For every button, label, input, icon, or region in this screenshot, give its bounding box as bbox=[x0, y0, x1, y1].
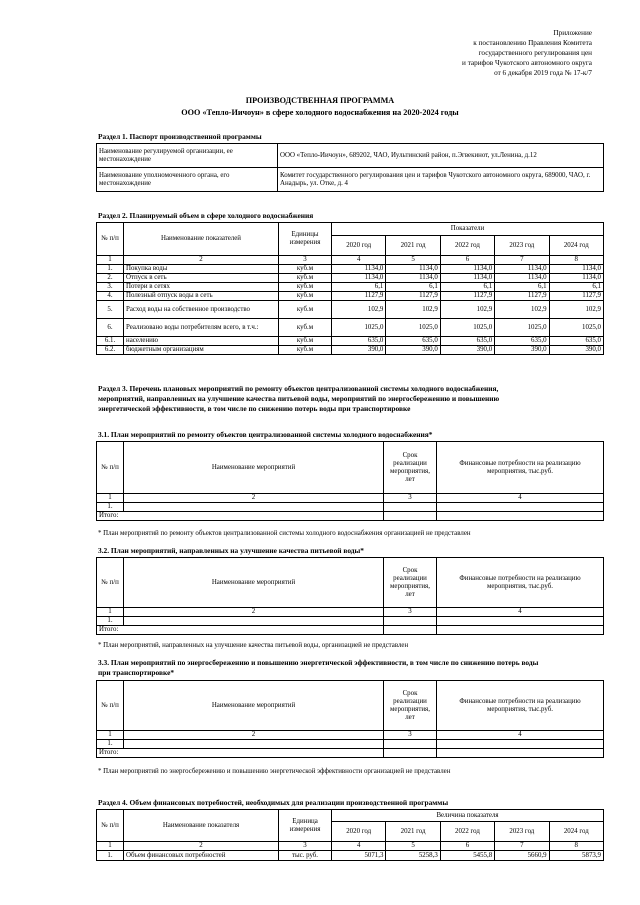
index-cell: 7 bbox=[495, 842, 549, 851]
table-row bbox=[97, 617, 604, 626]
table-row bbox=[97, 144, 604, 168]
index-cell: 1 bbox=[97, 608, 124, 617]
cell-value: 5455,8 bbox=[440, 851, 494, 861]
cell-value: 6,1 bbox=[549, 283, 603, 292]
row-unit: куб.м bbox=[279, 274, 332, 283]
table-row bbox=[97, 292, 604, 301]
index-cell: 6 bbox=[440, 256, 494, 265]
cell-value: 390,0 bbox=[495, 346, 549, 355]
plan33-heading-line: 3.3. План мероприятий по энергосбережению и повышению энергетической эффективности, в том числе по снижению потерь воды bbox=[98, 658, 539, 667]
section3-heading-line: мероприятий, направленных на улучшение качества питьевой воды, мероприятий по энергосбережению и повышению bbox=[98, 394, 500, 403]
cell-value: 1134,0 bbox=[440, 274, 494, 283]
col-header: № п/п bbox=[97, 442, 124, 494]
index-cell: 2 bbox=[124, 608, 384, 617]
row-num: 1. bbox=[97, 740, 124, 749]
col-header: Наименование показателя bbox=[124, 810, 279, 842]
passport-value: ООО «Тепло-Иичоун», 689202, ЧАО, Иультинский район, п.Эгвекинот, ул.Ленина, д.12 bbox=[278, 144, 604, 168]
cell-value: 1127,9 bbox=[332, 292, 386, 301]
table-row bbox=[97, 301, 604, 319]
appendix-line: государственного регулирования цен bbox=[478, 49, 592, 57]
cell-value: 102,9 bbox=[332, 301, 386, 319]
col-header: № п/п bbox=[97, 558, 124, 608]
row-name: Потери в сетях bbox=[124, 283, 279, 292]
cell-value: 6,1 bbox=[386, 283, 440, 292]
col-header: Финансовые потребности на реализацию мероприятия, тыс.руб. bbox=[437, 442, 604, 494]
row-num: 6. bbox=[97, 319, 124, 337]
row-unit: тыс. руб. bbox=[279, 851, 332, 861]
row-unit: куб.м bbox=[279, 292, 332, 301]
col-header: Финансовые потребности на реализацию мероприятия, тыс.руб. bbox=[437, 681, 604, 731]
table-header-row bbox=[97, 442, 604, 494]
col-group-header: Показатели bbox=[332, 223, 604, 236]
cell-value: 5660,9 bbox=[495, 851, 549, 861]
col-header: Единицы измерения bbox=[279, 223, 332, 256]
table-row bbox=[97, 851, 604, 861]
col-header: Наименование показателей bbox=[124, 223, 279, 256]
index-cell: 4 bbox=[332, 842, 386, 851]
cell-value: 1025,0 bbox=[386, 319, 440, 337]
empty-cell bbox=[384, 626, 437, 635]
appendix-line: от 6 декабря 2019 года № 17-к/7 bbox=[494, 69, 592, 77]
index-row bbox=[97, 731, 604, 740]
empty-cell bbox=[384, 512, 437, 521]
table-header-row bbox=[97, 810, 604, 822]
table-row bbox=[97, 319, 604, 337]
cell-value: 102,9 bbox=[549, 301, 603, 319]
section3-heading-line: Раздел 3. Перечень плановых мероприятий по ремонту объектов централизованной системы холодного водоснабжения, bbox=[98, 384, 499, 393]
row-name: Объем финансовых потребностей bbox=[124, 851, 279, 861]
empty-cell bbox=[437, 740, 604, 749]
col-header: Срок реализации мероприятия, лет bbox=[384, 681, 437, 731]
empty-cell bbox=[437, 749, 604, 758]
cell-value: 635,0 bbox=[332, 337, 386, 346]
empty-cell bbox=[384, 740, 437, 749]
table-header-row bbox=[97, 223, 604, 236]
col-header: Срок реализации мероприятия, лет bbox=[384, 442, 437, 494]
cell-value: 1025,0 bbox=[549, 319, 603, 337]
row-num: 6.1. bbox=[97, 337, 124, 346]
index-cell: 4 bbox=[332, 256, 386, 265]
plan32-table bbox=[96, 557, 604, 635]
cell-value: 5873,9 bbox=[549, 851, 603, 861]
index-cell: 1 bbox=[97, 256, 124, 265]
cell-value: 5071,3 bbox=[332, 851, 386, 861]
year-header: 2022 год bbox=[440, 236, 494, 256]
cell-value: 1025,0 bbox=[495, 319, 549, 337]
cell-value: 1127,9 bbox=[495, 292, 549, 301]
passport-table bbox=[96, 143, 604, 192]
passport-label: Наименование уполномоченного органа, его местонахождение bbox=[97, 168, 278, 192]
row-name: Покупка воды bbox=[124, 265, 279, 274]
index-row bbox=[97, 608, 604, 617]
row-num: 1. bbox=[97, 503, 124, 512]
index-cell: 4 bbox=[437, 731, 604, 740]
section4-heading: Раздел 4. Объем финансовых потребностей, необходимых для реализации производственной программы bbox=[98, 798, 449, 807]
cell-value: 1025,0 bbox=[440, 319, 494, 337]
appendix-block bbox=[392, 28, 592, 78]
row-num: 1. bbox=[97, 265, 124, 274]
index-cell: 2 bbox=[124, 731, 384, 740]
empty-cell bbox=[124, 617, 384, 626]
cell-value: 1134,0 bbox=[332, 274, 386, 283]
col-header: Срок реализации мероприятия, лет bbox=[384, 558, 437, 608]
total-label: Итого: bbox=[97, 749, 384, 758]
row-unit: куб.м bbox=[279, 319, 332, 337]
cell-value: 5258,3 bbox=[386, 851, 440, 861]
index-cell: 7 bbox=[495, 256, 549, 265]
plan31-heading: 3.1. План мероприятий по ремонту объектов централизованной системы холодного водоснабжения* bbox=[98, 430, 433, 439]
index-cell: 2 bbox=[124, 494, 384, 503]
cell-value: 6,1 bbox=[332, 283, 386, 292]
cell-value: 1134,0 bbox=[386, 274, 440, 283]
row-name: Расход воды на собственное производство bbox=[124, 301, 279, 319]
index-row bbox=[97, 842, 604, 851]
appendix-line: к постановлению Правления Комитета bbox=[473, 39, 592, 47]
table-header-row bbox=[97, 558, 604, 608]
col-header: № п/п bbox=[97, 223, 124, 256]
index-cell: 3 bbox=[384, 731, 437, 740]
plan33-heading-line: при транспортировке* bbox=[98, 668, 175, 677]
table-row bbox=[97, 346, 604, 355]
row-unit: куб.м bbox=[279, 346, 332, 355]
row-num: 1. bbox=[97, 851, 124, 861]
row-unit: куб.м bbox=[279, 337, 332, 346]
total-label: Итого: bbox=[97, 512, 384, 521]
passport-value: Комитет государственного регулирования цен и тарифов Чукотского автономного округа, 689000, ЧАО, г. Анадырь, ул. Отке, д. 4 bbox=[278, 168, 604, 192]
index-cell: 3 bbox=[384, 608, 437, 617]
empty-cell bbox=[384, 617, 437, 626]
index-cell: 3 bbox=[384, 494, 437, 503]
cell-value: 390,0 bbox=[386, 346, 440, 355]
row-num: 6.2. bbox=[97, 346, 124, 355]
cell-value: 102,9 bbox=[386, 301, 440, 319]
table-row bbox=[97, 168, 604, 192]
row-num: 4. bbox=[97, 292, 124, 301]
index-cell: 6 bbox=[440, 842, 494, 851]
cell-value: 635,0 bbox=[495, 337, 549, 346]
index-row bbox=[97, 256, 604, 265]
table-header-row bbox=[97, 681, 604, 731]
row-unit: куб.м bbox=[279, 283, 332, 292]
empty-cell bbox=[437, 626, 604, 635]
index-cell: 2 bbox=[124, 256, 279, 265]
row-name: бюджетным организациям bbox=[124, 346, 279, 355]
row-num: 1. bbox=[97, 617, 124, 626]
cell-value: 1134,0 bbox=[549, 265, 603, 274]
cell-value: 1134,0 bbox=[440, 265, 494, 274]
row-num: 3. bbox=[97, 283, 124, 292]
year-header: 2024 год bbox=[549, 236, 603, 256]
passport-label: Наименование регулируемой организации, ее местонахождение bbox=[97, 144, 278, 168]
index-cell: 4 bbox=[437, 608, 604, 617]
plan33-heading bbox=[98, 658, 603, 678]
table-row bbox=[97, 265, 604, 274]
cell-value: 390,0 bbox=[440, 346, 494, 355]
page-title: ПРОИЗВОДСТВЕННАЯ ПРОГРАММА bbox=[245, 96, 395, 105]
table-row bbox=[97, 283, 604, 292]
col-header: Финансовые потребности на реализацию мероприятия, тыс.руб. bbox=[437, 558, 604, 608]
col-group-header: Величина показателя bbox=[332, 810, 604, 822]
table-row bbox=[97, 274, 604, 283]
plan33-table bbox=[96, 680, 604, 758]
row-num: 2. bbox=[97, 274, 124, 283]
plan31-table bbox=[96, 441, 604, 521]
appendix-line: и тарифов Чукотского автономного округа bbox=[462, 59, 592, 67]
plan31-note: * План мероприятий по ремонту объектов централизованной системы холодного водоснабжения организацией не представлен bbox=[98, 530, 471, 537]
cell-value: 635,0 bbox=[549, 337, 603, 346]
index-row bbox=[97, 494, 604, 503]
index-cell: 8 bbox=[549, 842, 603, 851]
row-num: 5. bbox=[97, 301, 124, 319]
finance-table bbox=[96, 809, 604, 861]
year-header: 2020 год bbox=[332, 822, 386, 842]
section1-heading: Раздел 1. Паспорт производственной программы bbox=[98, 132, 262, 141]
row-name: Полезный отпуск воды в сеть bbox=[124, 292, 279, 301]
row-unit: куб.м bbox=[279, 301, 332, 319]
index-cell: 1 bbox=[97, 731, 124, 740]
section3-heading bbox=[98, 384, 603, 414]
section3-heading-line: энергетической эффективности, в том числе по снижению потерь воды при транспортировке bbox=[98, 404, 411, 413]
year-header: 2022 год bbox=[440, 822, 494, 842]
index-cell: 3 bbox=[279, 842, 332, 851]
index-cell: 1 bbox=[97, 842, 124, 851]
cell-value: 1127,9 bbox=[440, 292, 494, 301]
empty-cell bbox=[437, 512, 604, 521]
year-header: 2021 год bbox=[386, 236, 440, 256]
empty-cell bbox=[384, 503, 437, 512]
col-header: Наименование мероприятий bbox=[124, 681, 384, 731]
table-row bbox=[97, 503, 604, 512]
cell-value: 1134,0 bbox=[549, 274, 603, 283]
cell-value: 390,0 bbox=[549, 346, 603, 355]
index-cell: 4 bbox=[437, 494, 604, 503]
empty-cell bbox=[124, 740, 384, 749]
row-unit: куб.м bbox=[279, 265, 332, 274]
index-cell: 5 bbox=[386, 256, 440, 265]
index-cell: 8 bbox=[549, 256, 603, 265]
appendix-line: Приложение bbox=[553, 29, 592, 37]
col-header: № п/п bbox=[97, 810, 124, 842]
col-header: Наименование мероприятий bbox=[124, 442, 384, 494]
cell-value: 102,9 bbox=[495, 301, 549, 319]
cell-value: 1134,0 bbox=[495, 265, 549, 274]
year-header: 2023 год bbox=[495, 822, 549, 842]
year-header: 2023 год bbox=[495, 236, 549, 256]
cell-value: 1134,0 bbox=[332, 265, 386, 274]
col-header: Наименование мероприятий bbox=[124, 558, 384, 608]
year-header: 2021 год bbox=[386, 822, 440, 842]
year-header: 2024 год bbox=[549, 822, 603, 842]
year-header: 2020 год bbox=[332, 236, 386, 256]
cell-value: 1127,9 bbox=[386, 292, 440, 301]
index-cell: 2 bbox=[124, 842, 279, 851]
cell-value: 1134,0 bbox=[386, 265, 440, 274]
index-cell: 5 bbox=[386, 842, 440, 851]
table-row bbox=[97, 337, 604, 346]
cell-value: 390,0 bbox=[332, 346, 386, 355]
row-name: Реализовано воды потребителям всего, в т.ч.: bbox=[124, 319, 279, 337]
page-subtitle: ООО «Тепло-Иичоун» в сфере холодного водоснабжения на 2020-2024 годы bbox=[181, 108, 459, 117]
total-row bbox=[97, 749, 604, 758]
cell-value: 6,1 bbox=[440, 283, 494, 292]
col-header: № п/п bbox=[97, 681, 124, 731]
index-cell: 3 bbox=[279, 256, 332, 265]
plan32-heading: 3.2. План мероприятий, направленных на улучшение качества питьевой воды* bbox=[98, 546, 365, 555]
volume-table bbox=[96, 222, 604, 355]
plan33-note: * План мероприятий по энергосбережению и повышению энергетической эффективности организацией не представлен bbox=[98, 768, 451, 775]
cell-value: 102,9 bbox=[440, 301, 494, 319]
empty-cell bbox=[384, 749, 437, 758]
total-row bbox=[97, 626, 604, 635]
empty-cell bbox=[124, 503, 384, 512]
plan32-note: * План мероприятий, направленных на улучшение качества питьевой воды, организацией не представлен bbox=[98, 642, 409, 649]
col-header: Единица измерения bbox=[279, 810, 332, 842]
table-row bbox=[97, 740, 604, 749]
cell-value: 1025,0 bbox=[332, 319, 386, 337]
total-row bbox=[97, 512, 604, 521]
cell-value: 635,0 bbox=[386, 337, 440, 346]
total-label: Итого: bbox=[97, 626, 384, 635]
index-cell: 1 bbox=[97, 494, 124, 503]
row-name: Отпуск в сеть bbox=[124, 274, 279, 283]
section2-heading: Раздел 2. Планируемый объем в сфере холодного водоснабжения bbox=[98, 211, 314, 220]
empty-cell bbox=[437, 503, 604, 512]
cell-value: 1127,9 bbox=[549, 292, 603, 301]
cell-value: 6,1 bbox=[495, 283, 549, 292]
empty-cell bbox=[437, 617, 604, 626]
cell-value: 1134,0 bbox=[495, 274, 549, 283]
row-name: населению bbox=[124, 337, 279, 346]
cell-value: 635,0 bbox=[440, 337, 494, 346]
